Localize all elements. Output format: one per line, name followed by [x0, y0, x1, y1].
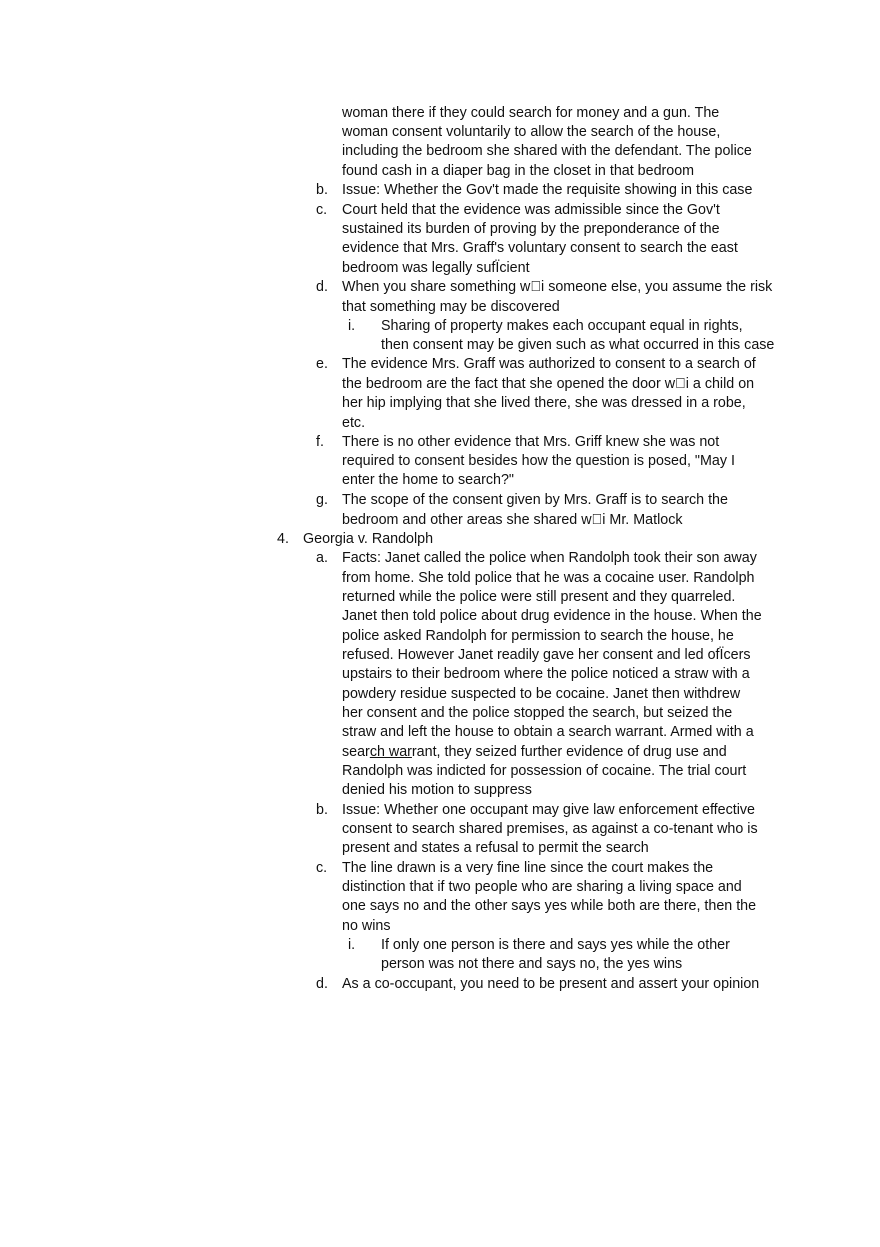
- text-line: the bedroom are the fact that she opened the door w￿i a child on: [342, 376, 755, 392]
- text-line: The evidence Mrs. Graff was authorized to consent to a search of: [342, 356, 756, 372]
- text-line: present and states a refusal to permit the search: [342, 840, 649, 856]
- text-line: As a co-occupant, you need to be present and assert your opinion: [342, 976, 760, 992]
- text-line: Randolph was indicted for possession of cocaine. The trial court: [342, 763, 747, 779]
- text-line: upstairs to their bedroom where the police noticed a straw with a: [342, 666, 750, 682]
- text-segment: rant, they seized further evidence of drug use and: [411, 744, 727, 760]
- text-line: her hip implying that she lived there, she was dressed in a robe,: [342, 395, 746, 411]
- list-marker: e.: [316, 356, 328, 372]
- text-line: found cash in a diaper bag in the closet in that bedroom: [342, 163, 695, 179]
- text-line: [342, 743, 727, 762]
- text-line: returned while the police were still present and they quarreled.: [342, 589, 736, 605]
- list-marker: b.: [316, 802, 328, 818]
- list-marker: d.: [316, 976, 328, 992]
- text-line: There is no other evidence that Mrs. Griff knew she was not: [342, 434, 720, 450]
- text-line: The scope of the consent given by Mrs. Graff is to search the: [342, 492, 728, 508]
- list-marker: b.: [316, 182, 328, 198]
- list-marker: g.: [316, 492, 328, 508]
- text-line: bedroom and other areas she shared w￿i Mr. Matlock: [342, 512, 683, 528]
- text-line: her consent and the police stopped the search, but seized the: [342, 705, 733, 721]
- text-line: person was not there and says no, the yes wins: [381, 956, 683, 972]
- text-line: Janet then told police about drug evidence in the house. When the: [342, 608, 762, 624]
- list-marker: c.: [316, 860, 328, 876]
- text-line: Sharing of property makes each occupant equal in rights,: [381, 318, 743, 334]
- text-line: If only one person is there and says yes while the other: [381, 937, 730, 953]
- text-line: including the bedroom she shared with the defendant. The police: [342, 143, 752, 159]
- text-line: Facts: Janet called the police when Randolph took their son away: [342, 550, 757, 566]
- list-marker: a.: [316, 550, 328, 566]
- text-line: evidence that Mrs. Graff's voluntary consent to search the east: [342, 240, 738, 256]
- text-line: bedroom was legally sufÏcient: [342, 260, 530, 276]
- list-marker: i.: [348, 318, 356, 334]
- text-line: Court held that the evidence was admissible since the Gov't: [342, 202, 720, 218]
- text-line: no wins: [342, 918, 391, 934]
- list-marker: 4.: [277, 531, 289, 547]
- text-line: distinction that if two people who are sharing a living space and: [342, 879, 742, 895]
- text-line: required to consent besides how the question is posed, "May I: [342, 453, 735, 469]
- text-line: woman consent voluntarily to allow the search of the house,: [342, 124, 721, 140]
- list-marker: d.: [316, 279, 328, 295]
- text-line: Issue: Whether one occupant may give law enforcement effective: [342, 802, 755, 818]
- text-line: one says no and the other says yes while both are there, then the: [342, 898, 757, 914]
- text-line: refused. However Janet readily gave her consent and led ofÏcers: [342, 647, 751, 663]
- text-line: that something may be discovered: [342, 299, 560, 315]
- list-marker: c.: [316, 202, 328, 218]
- text-line: consent to search shared premises, as against a co-tenant who is: [342, 821, 758, 837]
- text-line: When you share something w￿i someone else, you assume the risk: [342, 279, 773, 295]
- text-line: enter the home to search?": [342, 472, 514, 488]
- list-marker: i.: [348, 937, 356, 953]
- text-line: woman there if they could search for money and a gun. The: [342, 105, 720, 121]
- text-line: The line drawn is a very fine line since the court makes the: [342, 860, 714, 876]
- case-title: Georgia v. Randolph: [303, 531, 434, 547]
- text-line: denied his motion to suppress: [342, 782, 532, 798]
- text-line: powdery residue suspected to be cocaine. Janet then withdrew: [342, 686, 741, 702]
- text-line: etc.: [342, 415, 366, 431]
- underlined-text: ch war: [369, 744, 412, 760]
- text-line: sustained its burden of proving by the preponderance of the: [342, 221, 720, 237]
- text-line: Issue: Whether the Gov't made the requisite showing in this case: [342, 182, 753, 198]
- text-line: straw and left the house to obtain a search warrant. Armed with a: [342, 724, 754, 740]
- text-line: then consent may be given such as what occurred in this case: [381, 337, 775, 353]
- text-line: from home. She told police that he was a cocaine user. Randolph: [342, 570, 755, 586]
- text-segment: sear: [342, 744, 370, 760]
- list-marker: f.: [316, 434, 324, 450]
- text-line: police asked Randolph for permission to search the house, he: [342, 628, 734, 644]
